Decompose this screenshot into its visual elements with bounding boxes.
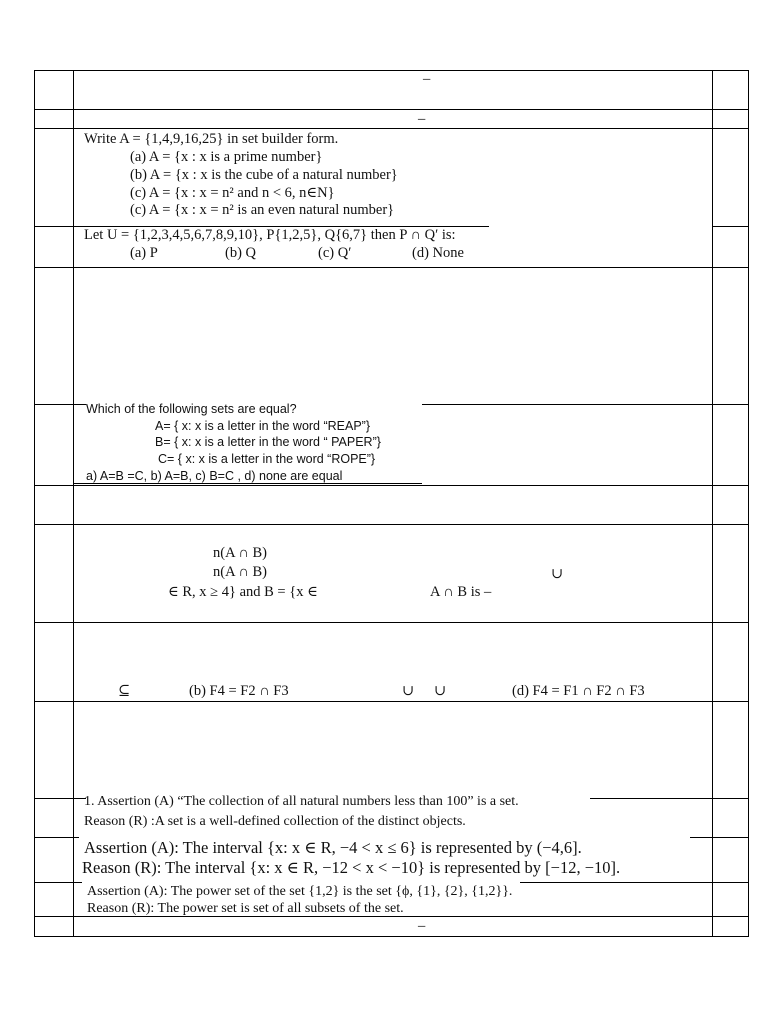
row-divider — [34, 128, 474, 129]
table-border-bottom — [34, 936, 749, 937]
subset-symbol: ⊆ — [118, 683, 131, 699]
families-option-d: (d) F4 = F1 ∩ F2 ∩ F3 — [512, 683, 645, 699]
row-divider — [34, 701, 749, 702]
row-divider — [34, 109, 749, 110]
row-divider — [474, 128, 749, 129]
row-divider — [34, 524, 749, 525]
union-symbol: ∪ — [551, 566, 564, 582]
option-c: (c) Q′ — [318, 245, 352, 261]
assertion-3: Assertion (A): The power set of the set {1,2} is the set {ϕ, {1}, {2}, {1,2}}. — [87, 884, 513, 899]
option-c: (c) A = {x : x = n² and n < 6, n∈N} — [130, 185, 335, 201]
row-divider — [34, 622, 749, 623]
option-d: (d) None — [412, 245, 464, 261]
option-b: (b) Q — [225, 245, 257, 261]
column-divider-left — [73, 70, 74, 937]
row-divider — [34, 882, 82, 883]
n-intersection-line2: n(A ∩ B) — [213, 564, 267, 580]
union-symbol: ∪ — [434, 683, 447, 699]
row-divider — [690, 837, 749, 838]
equal-sets-options: a) A=B =C, b) A=B, c) B=C , d) none are equal — [86, 469, 343, 483]
footer-dash: – — [418, 918, 426, 934]
header-dash: – — [418, 111, 426, 127]
set-a-definition: A= { x: x is a letter in the word “REAP”} — [155, 419, 371, 433]
question-equal-sets: Which of the following sets are equal? — [86, 402, 297, 416]
row-divider — [34, 485, 749, 486]
row-divider — [34, 837, 79, 838]
option-d: (c) A = {x : x = n² is an even natural number} — [130, 202, 395, 218]
table-border-right — [748, 70, 749, 937]
families-option-b: (b) F4 = F2 ∩ F3 — [189, 683, 289, 699]
table-border-top — [34, 70, 749, 71]
interval-text-left: ∈ R, x ≥ 4} and B = {x ∈ — [168, 584, 318, 600]
reason-1: Reason (R) :A set is a well-defined collection of the distinct objects. — [84, 814, 466, 829]
assertion-2: Assertion (A): The interval {x: x ∈ R, −4 < x ≤ 6} is represented by (−4,6]. — [84, 838, 582, 857]
row-divider — [34, 404, 86, 405]
row-divider — [590, 798, 749, 799]
option-a: (a) P — [130, 245, 158, 261]
table-border-left — [34, 70, 35, 937]
question-intersection: Let U = {1,2,3,4,5,6,7,8,9,10}, P{1,2,5}, Q{6,7} then P ∩ Q′ is: — [84, 227, 456, 243]
option-b: (b) A = {x : x is the cube of a natural number} — [130, 167, 398, 183]
set-b-definition: B= { x: x is a letter in the word “ PAPER”} — [155, 435, 381, 449]
assertion-1: 1. Assertion (A) “The collection of all natural numbers less than 100” is a set. — [84, 794, 519, 809]
row-divider — [520, 882, 749, 883]
column-divider-right — [712, 70, 713, 937]
reason-3: Reason (R): The power set is set of all subsets of the set. — [87, 901, 404, 916]
question-set-builder: Write A = {1,4,9,16,25} in set builder form. — [84, 131, 339, 147]
row-divider — [34, 798, 86, 799]
row-divider — [422, 404, 749, 405]
option-a: (a) A = {x : x is a prime number} — [130, 149, 323, 165]
row-divider — [712, 226, 749, 227]
row-divider — [34, 267, 749, 268]
interval-text-right: A ∩ B is – — [430, 584, 492, 600]
n-intersection-line1: n(A ∩ B) — [213, 545, 267, 561]
set-c-definition: C= { x: x is a letter in the word “ROPE”} — [158, 452, 376, 466]
header-dash: – — [423, 71, 431, 87]
reason-2: Reason (R): The interval {x: x ∈ R, −12 < x < −10} is represented by [−12, −10]. — [82, 858, 621, 877]
union-symbol: ∪ — [402, 683, 415, 699]
